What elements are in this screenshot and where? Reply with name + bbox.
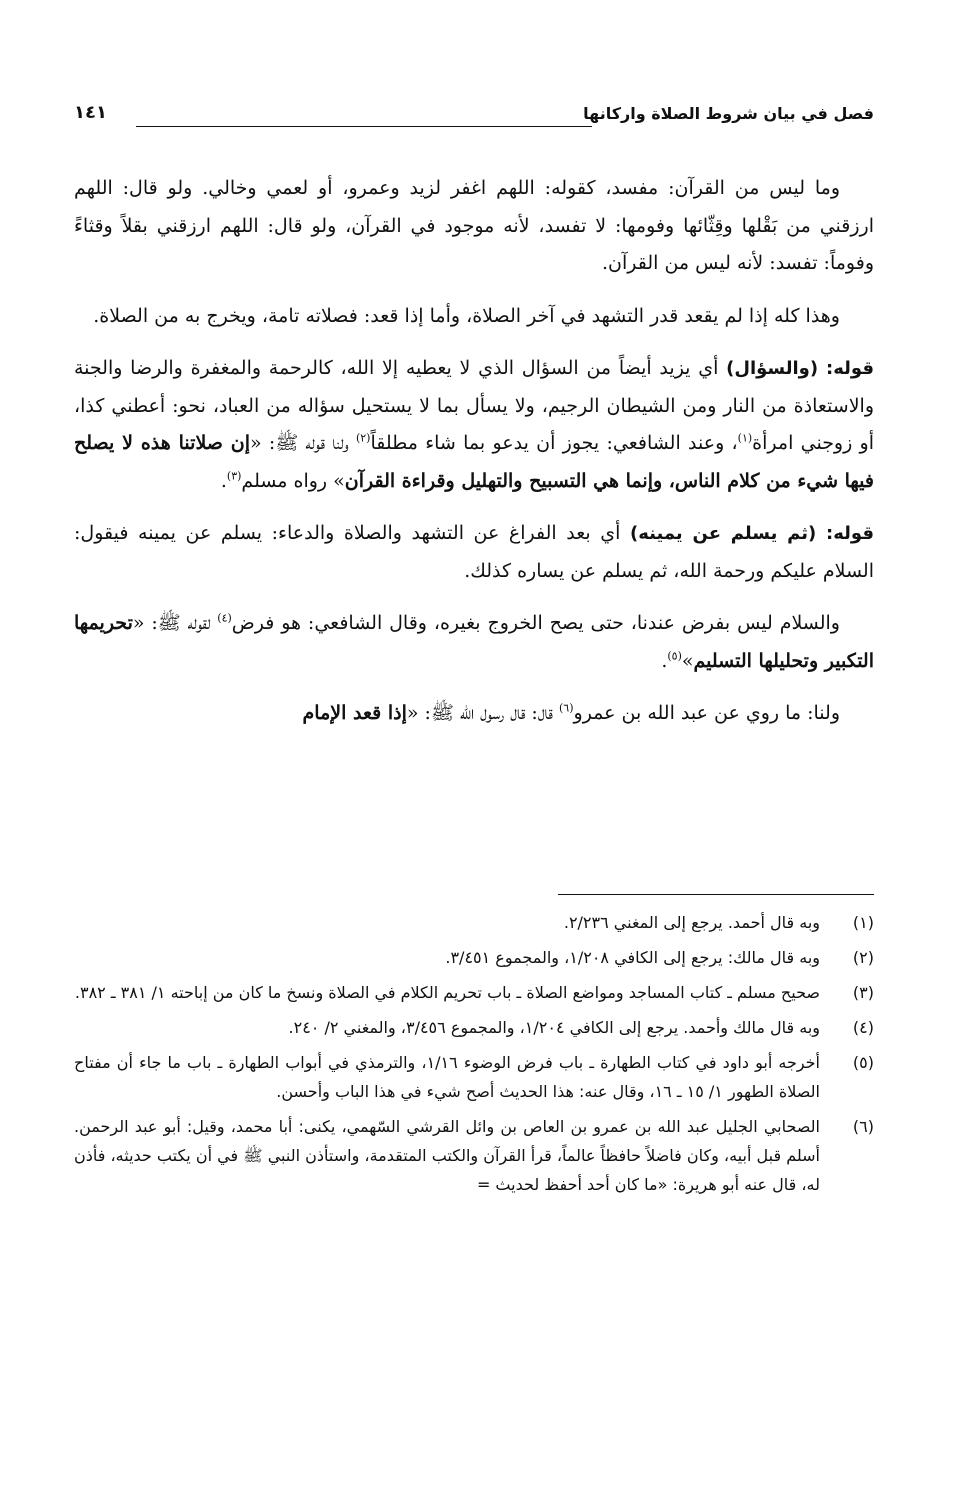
running-title: فصل في بيان شروط الصلاة واركانها — [583, 104, 874, 123]
footnote-6 — [74, 1112, 874, 1199]
commentary-key: قوله: (والسؤال) — [726, 358, 875, 379]
page-header — [74, 104, 874, 138]
text-segment: » رواه مسلم — [241, 469, 345, 492]
footnote-5 — [74, 1048, 874, 1106]
footnote-separator — [558, 894, 874, 895]
text-segment: . — [661, 649, 668, 672]
book-page — [74, 96, 874, 1456]
footnote-2 — [74, 943, 874, 972]
text-segment: . — [220, 469, 227, 492]
footnotes — [74, 908, 874, 1205]
main-text — [74, 170, 874, 748]
footnote-number: (٦) — [852, 1117, 874, 1136]
footnote-ref-4[interactable]: (٤) — [217, 611, 232, 625]
text-segment: ولنا: ما روي عن عبد الله بن عمرو — [573, 702, 840, 724]
footnote-number: (٤) — [852, 1018, 874, 1037]
text-segment: والسلام ليس بفرض عندنا، حتى يصح الخروج بغيره، وقال الشافعي: هو فرض — [231, 612, 840, 634]
paragraph-5 — [74, 605, 874, 680]
footnote-number: (٥) — [852, 1053, 874, 1072]
text-segment: قال: قال رسول الله ﷺ: « — [406, 702, 559, 724]
text-segment: ولنا قوله ﷺ: « — [250, 432, 356, 454]
paragraph-4 — [74, 515, 874, 590]
footnote-ref-5[interactable]: (٥) — [667, 649, 682, 663]
text-segment: لقوله ﷺ: « — [132, 612, 218, 634]
footnote-number: (١) — [852, 913, 874, 932]
footnote-1 — [74, 908, 874, 937]
footnote-text: وبه قال مالك: يرجع إلى الكافي ١/٢٠٨، والمجموع ٣/٤٥١. — [445, 948, 820, 967]
footnote-text: وبه قال مالك وأحمد. يرجع إلى الكافي ١/٢٠٤، والمجموع ٣/٤٥٦، والمغني ٢/ ٢٤٠. — [288, 1018, 820, 1037]
text-segment: أي يزيد أيضاً من السؤال الذي لا يعطيه إلا الله، كالرحمة والمغفرة والرضا والجنة والاستعاذة من النار ومن الشيطان الرجيم، ولا يسأل بما لا يستحيل سؤاله من العباد، نحو: أعطني كذا، أو زوجني امرأة — [74, 357, 875, 454]
footnote-number: (٣) — [852, 983, 874, 1002]
footnote-text: صحيح مسلم ـ كتاب المساجد ومواضع الصلاة ـ باب تحريم الكلام في الصلاة ونسخ ما كان من إباحته ١/ ٣٨١ ـ ٣٨٢. — [74, 983, 820, 1002]
footnote-text: وبه قال أحمد. يرجع إلى المغني ٢/٢٣٦. — [563, 913, 820, 932]
paragraph-6 — [74, 695, 874, 733]
text-segment: ، وعند الشافعي: يجوز أن يدعو بما شاء مطلقاً — [370, 432, 738, 454]
footnote-number: (٢) — [852, 948, 874, 967]
footnote-ref-2[interactable]: (٢) — [355, 431, 371, 445]
footnote-ref-1[interactable]: (١) — [737, 431, 753, 445]
hadith-quote: إذا قعد الإمام — [302, 702, 407, 724]
footnote-3 — [74, 978, 874, 1007]
header-rule — [136, 126, 592, 127]
footnote-ref-3[interactable]: (٣) — [226, 469, 242, 483]
commentary-key: قوله: (ثم يسلم عن يمينه) — [630, 523, 874, 544]
paragraph-3 — [74, 350, 874, 500]
footnote-4 — [74, 1013, 874, 1042]
text-segment: أي بعد الفراغ عن التشهد والصلاة والدعاء: يسلم عن يمينه فيقول: السلام عليكم ورحمة الله، ثم يسلم عن يساره كذلك. — [74, 522, 874, 582]
hadith-quote: تحريمها التكبير وتحليلها التسليم — [74, 612, 874, 672]
page-number: ١٤١ — [74, 102, 107, 123]
hadith-quote: إن صلاتنا هذه لا يصلح فيها شيء من كلام الناس، وإنما هي التسبيح والتهليل وقراءة القرآن — [74, 432, 874, 492]
footnote-ref-6[interactable]: (٦) — [559, 701, 574, 715]
footnote-text: أخرجه أبو داود في كتاب الطهارة ـ باب فرض الوضوء ١/١٦، والترمذي في أبواب الطهارة ـ باب ما جاء أن مفتاح الصلاة الطهور ١/ ١٥ ـ ١٦، وقال عنه: هذا الحديث أصح شيء في هذا الباب وأحسن. — [74, 1053, 821, 1101]
text-segment: » — [681, 649, 694, 672]
footnote-text: الصحابي الجليل عبد الله بن عمرو بن العاص بن وائل القرشي السّهمي، يكنى: أبا محمد، وقيل: أبو عبد الرحمن. أسلم قبل أبيه، وكان فاضلاً حافظاً عالماً، قرأ القرآن والكتب المتقدمة، واستأذن النبي ﷺ في أن يكتب حديثه، فأذن له، قال عنه أبو هريرة: «ما كان أحد أحفظ لحديث = — [74, 1117, 820, 1194]
paragraph-1: وما ليس من القرآن: مفسد، كقوله: اللهم اغفر لزيد وعمرو، أو لعمي وخالي. ولو قال: اللهم ارزقني من بَقْلها وقِثّائها وفومها: لا تفسد، لأنه موجود في القرآن، ولو قال: اللهم ارزقني بقلاً وقثاءً وفوماً: تفسد: لأنه ليس من القرآن. — [74, 177, 874, 274]
paragraph-2: وهذا كله إذا لم يقعد قدر التشهد في آخر الصلاة، وأما إذا قعد: فصلاته تامة، ويخرج به من الصلاة. — [93, 304, 840, 327]
